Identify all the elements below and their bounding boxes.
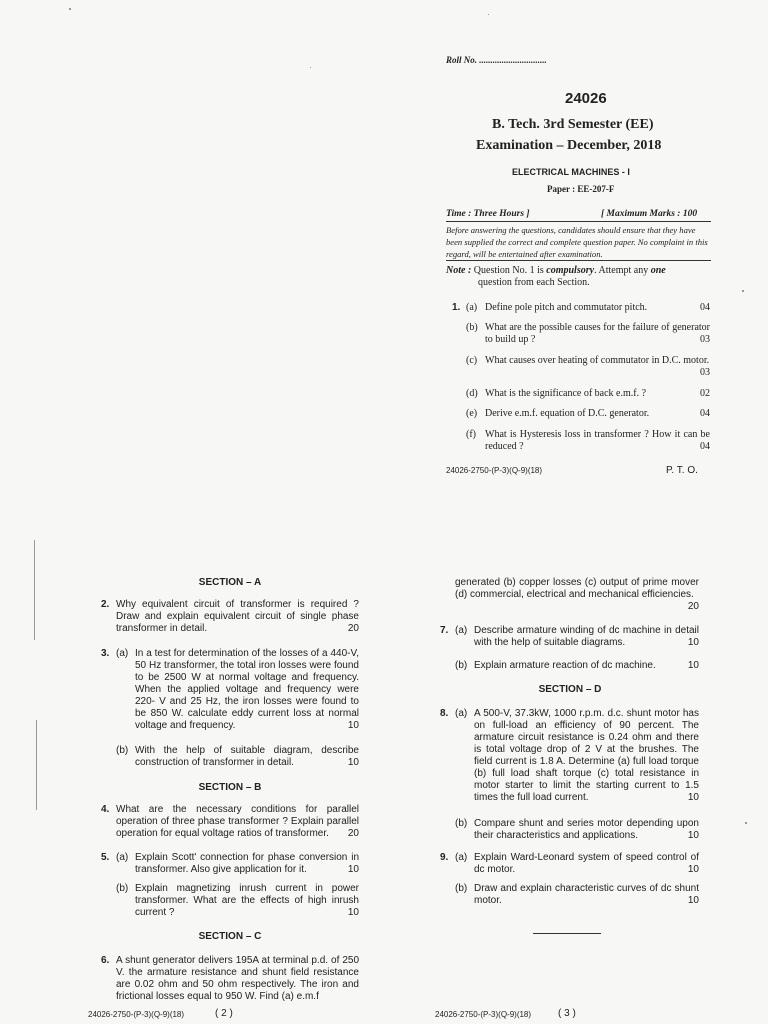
note-compulsory: compulsory — [546, 265, 595, 276]
q6-marks: 20 — [687, 601, 699, 612]
page-2-number: ( 2 ) — [215, 1008, 233, 1019]
q1e-text: Derive e.m.f. equation of D.C. generator. — [485, 408, 650, 419]
q1-part-c — [466, 355, 710, 379]
q1a-text: Define pole pitch and commutator pitch. — [485, 302, 648, 313]
q9a-marks: 10 — [687, 864, 699, 875]
question-3b — [116, 745, 359, 769]
question-5-number: 5. — [101, 852, 110, 863]
subject-title: ELECTRICAL MACHINES - I — [512, 167, 630, 177]
question-5b — [116, 883, 359, 919]
q2-text: Why equivalent circuit of transformer is required ? Draw and explain equivalent circuit of single phase transformer in detail. — [116, 599, 359, 634]
q1-part-a — [466, 302, 710, 314]
q3a-text: In a test for determination of the losses of a 440-V, 50 Hz transformer, the total iron losses were found to be 2500 W at normal voltage and frequency. When the applied voltage and frequency were 220- V and 25 Hz, the iron losses were found to be 850 W. calculate eddy current loss at normal voltage and frequency. — [135, 648, 359, 731]
note-text-2: . Attempt any — [594, 265, 649, 276]
q1f-text: What is Hysteresis loss in transformer ? How it can be reduced ? — [485, 429, 710, 452]
question-7-number: 7. — [440, 625, 449, 636]
q5b-marks: 10 — [347, 907, 359, 918]
question-9b — [455, 883, 699, 907]
q9a-label: (a) — [455, 852, 468, 863]
q9a-text: Explain Ward-Leonard system of speed control of dc motor. — [474, 852, 699, 875]
q1b-text: What are the possible causes for the failure of generator to build up ? — [485, 322, 710, 345]
q1c-label: (c) — [466, 355, 478, 366]
question-6-start — [116, 955, 359, 1003]
note — [446, 265, 711, 289]
section-d-heading: SECTION – D — [538, 684, 602, 695]
paper-number: Paper : EE-207-F — [547, 184, 615, 194]
q4-text: What are the necessary conditions for parallel operation of three phase transformer ? Explain parallel operation for equal voltage ratios of transformer. — [116, 804, 359, 839]
max-marks-label: [ Maximum Marks : 100 — [601, 209, 698, 219]
binding-edge-line — [34, 540, 35, 640]
q1c-text: What causes over heating of commutator in D.C. motor. — [485, 355, 710, 366]
q8b-text: Compare shunt and series motor depending upon their characteristics and applications. — [474, 818, 699, 841]
q1d-text: What is the significance of back e.m.f. ? — [485, 388, 647, 399]
q1e-label: (e) — [466, 408, 478, 419]
q8b-label: (b) — [455, 818, 468, 829]
scan-speck — [69, 8, 71, 10]
instructions-text: Before answering the questions, candidates should ensure that they have been supplied the correct and complete question paper. No complaint in this regard, will be entertained after examination. — [446, 225, 708, 259]
question-2-number: 2. — [101, 599, 110, 610]
question-7b — [455, 660, 699, 672]
question-9-number: 9. — [440, 852, 449, 863]
q7a-label: (a) — [455, 625, 468, 636]
binding-edge-line — [36, 720, 37, 810]
q7b-label: (b) — [455, 660, 468, 671]
page-3-footer-code: 24026-2750-(P-3)(Q-9)(18) — [435, 1010, 532, 1019]
section-a-heading: SECTION – A — [198, 577, 262, 588]
q3b-text: With the help of suitable diagram, describe construction of transformer in detail. — [135, 745, 359, 768]
q3a-label: (a) — [116, 648, 129, 659]
question-8a — [455, 708, 699, 804]
q1d-label: (d) — [466, 388, 478, 399]
question-3a — [116, 648, 359, 732]
note-text-3: question from each Section. — [478, 277, 590, 288]
question-5a — [116, 852, 359, 876]
header-divider-top — [446, 221, 711, 222]
q5a-label: (a) — [116, 852, 129, 863]
q1-part-d — [466, 388, 710, 400]
q8a-text: A 500-V, 37.3kW, 1000 r.p.m. d.c. shunt motor has on full-load an efficiency of 90 percent. The armature circuit resistance is 0.24 ohm and there is total voltage drop of 2 V at the brushes. The field current is 1.8 A. Determine (a) full load torque (b) full load shaft torque (c) total resistance in motor starter to limit the starting current to 1.5 times the full load current. — [474, 708, 699, 803]
question-6-continued — [455, 577, 699, 613]
q5a-text: Explain Scott' connection for phase conversion in transformer. Also give application for it. — [135, 852, 359, 875]
page-1-footer-code: 24026-2750-(P-3)(Q-9)(18) — [446, 466, 543, 475]
q1f-marks: 04 — [700, 441, 710, 452]
q7a-marks: 10 — [687, 637, 699, 648]
q9b-marks: 10 — [687, 895, 699, 906]
q5b-text: Explain magnetizing inrush current in power transformer. What are the effects of high inrush current ? — [135, 883, 359, 918]
q2-marks: 20 — [347, 623, 359, 634]
exam-title: Examination – December, 2018 — [476, 138, 662, 153]
q1a-marks: 04 — [700, 302, 710, 313]
question-1-number: 1. — [452, 302, 461, 313]
q5b-label: (b) — [116, 883, 129, 894]
section-c-heading: SECTION – C — [198, 931, 262, 942]
course-title: B. Tech. 3rd Semester (EE) — [492, 117, 654, 132]
q8b-marks: 10 — [687, 830, 699, 841]
q1c-marks: 03 — [700, 367, 710, 378]
question-6-number: 6. — [101, 955, 110, 966]
section-b-heading: SECTION – B — [198, 782, 262, 793]
page-2-footer-code: 24026-2750-(P-3)(Q-9)(18) — [88, 1010, 185, 1019]
q8a-label: (a) — [455, 708, 468, 719]
note-text-1: Question No. 1 is — [473, 265, 544, 276]
q3b-marks: 10 — [347, 757, 359, 768]
q9b-label: (b) — [455, 883, 468, 894]
roll-number-label: Roll No. .............................. — [446, 55, 547, 65]
q1b-marks: 03 — [700, 334, 710, 345]
question-4 — [116, 804, 359, 840]
question-8b — [455, 818, 699, 842]
q1d-marks: 02 — [700, 388, 710, 399]
q1-part-e — [466, 408, 710, 420]
q7a-text: Describe armature winding of dc machine in detail with the help of suitable diagrams. — [474, 625, 699, 648]
q1f-label: (f) — [466, 429, 476, 440]
q6-cont-text: generated (b) copper losses (c) output of prime mover (d) commercial, electrical and mechanical efficiencies. — [455, 577, 699, 600]
page-3-number: ( 3 ) — [558, 1008, 576, 1019]
paper-code: 24026 — [565, 90, 607, 107]
scan-speck — [745, 822, 747, 824]
q3b-label: (b) — [116, 745, 129, 756]
q1-part-b — [466, 322, 710, 346]
q7b-marks: 10 — [687, 660, 699, 671]
q8a-marks: 10 — [687, 792, 699, 803]
pto-label: P. T. O. — [666, 465, 698, 476]
question-2 — [116, 599, 359, 635]
q5a-marks: 10 — [347, 864, 359, 875]
q4-marks: 20 — [347, 828, 359, 839]
question-8-number: 8. — [440, 708, 449, 719]
q7b-text: Explain armature reaction of dc machine. — [474, 660, 656, 671]
question-4-number: 4. — [101, 804, 110, 815]
q6-text: A shunt generator delivers 195A at terminal p.d. of 250 V. the armature resistance and shunt field resistance are 0.02 ohm and 50 ohm respectively. The iron and frictional losses equal to 950 W. Find (a) e.m.f — [116, 955, 359, 1002]
scan-speck — [310, 67, 311, 68]
note-one: one — [650, 265, 666, 276]
q1b-label: (b) — [466, 322, 478, 333]
q1-part-f — [466, 429, 710, 453]
question-3-number: 3. — [101, 648, 110, 659]
q9b-text: Draw and explain characteristic curves of dc shunt motor. — [474, 883, 699, 906]
end-of-paper-rule — [533, 933, 601, 934]
time-label: Time : Three Hours ] — [446, 209, 530, 219]
note-label: Note : — [446, 265, 472, 276]
scan-speck — [488, 14, 489, 15]
q1e-marks: 04 — [700, 408, 710, 419]
question-7a — [455, 625, 699, 649]
question-9a — [455, 852, 699, 876]
q1a-label: (a) — [466, 302, 478, 313]
header-divider-bottom — [446, 260, 711, 261]
scan-speck — [742, 290, 744, 292]
q3a-marks: 10 — [347, 720, 359, 731]
